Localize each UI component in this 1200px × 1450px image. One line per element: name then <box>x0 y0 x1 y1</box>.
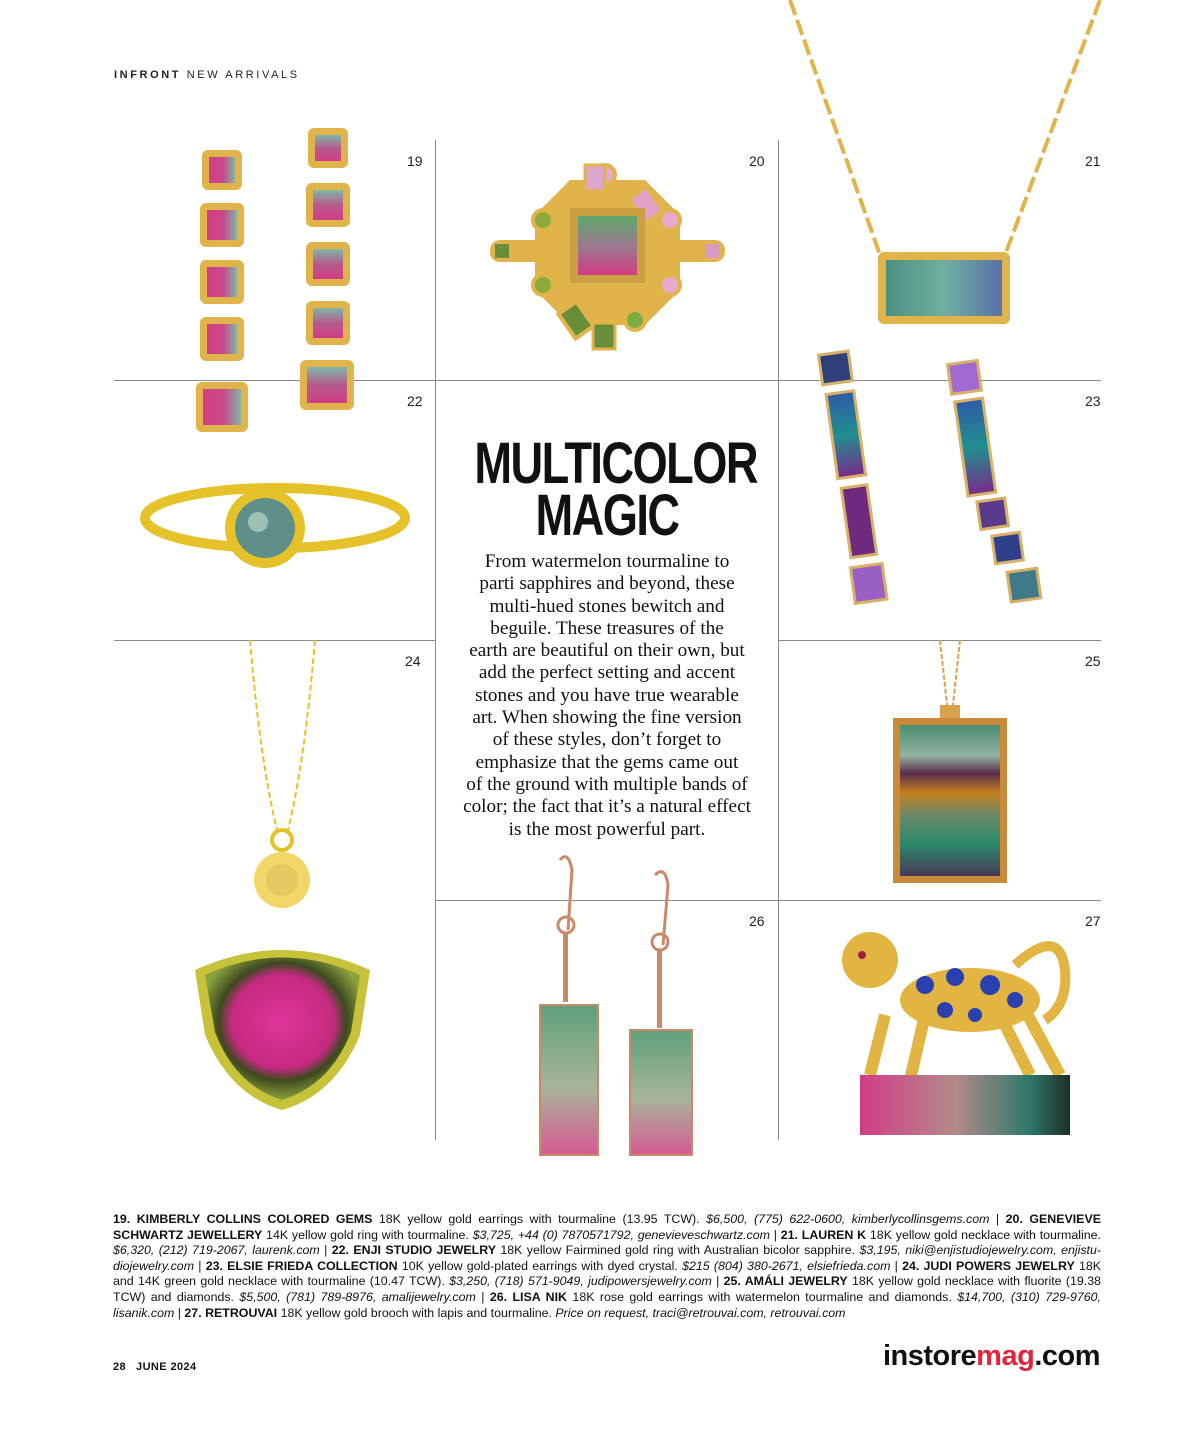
credit-description: 18K yellow Fairmined gold ring with Australian bicolor sapphire. <box>495 1243 860 1258</box>
credit-contact: $6,320, (212) 719-2067, laurenk.com <box>113 1243 320 1258</box>
credit-brand: 22. ENJI STUDIO JEWELRY <box>331 1243 496 1258</box>
credit-contact: $5,500, (781) 789-8976, amalijewelry.com <box>239 1289 476 1304</box>
feature-body-line: stones and you have true wearable <box>475 684 739 706</box>
credit-brand: 21. LAUREN K <box>780 1227 867 1242</box>
feature-title <box>474 431 757 548</box>
brand-accent: mag <box>976 1340 1035 1372</box>
credit-brand: 24. JUDI POWERS JEWELRY <box>902 1258 1075 1273</box>
issue-date: JUNE 2024 <box>136 1361 197 1373</box>
credit-brand: 25. AMÁLI JEWELRY <box>723 1274 848 1289</box>
credit-brand: 26. LISA NIK <box>489 1289 568 1304</box>
item-number: 20 <box>749 153 765 169</box>
product-credits <box>113 1212 1101 1321</box>
credit-description: 18K yellow gold necklace with fluorite (19.38 TCW) and diamonds. <box>113 1274 1101 1304</box>
credit-separator: | <box>769 1227 781 1242</box>
feature-body-line: multi-hued stones bewitch and <box>489 595 725 617</box>
credit-separator: | <box>319 1243 332 1258</box>
feature-body-line: art. When showing the fine version <box>472 707 742 729</box>
fluorite-pendant-icon <box>885 640 1015 895</box>
credit-separator: | <box>989 1212 1006 1226</box>
brand-prefix: instore <box>882 1340 977 1372</box>
credit-contact: $6,500, (775) 622-0600, kimberlycollinsgems.com <box>706 1212 990 1226</box>
credit-brand: 19. KIMBERLY COLLINS COLORED GEMS <box>113 1212 373 1226</box>
credit-description: 18K yellow gold earrings with tourmaline (13.95 TCW). <box>372 1212 707 1226</box>
credit-description: 14K yellow gold ring with tourmaline. <box>262 1227 473 1242</box>
credit-contact: Price on request, traci@retrouvai.com, retrouvai.com <box>555 1305 846 1320</box>
grid-divider <box>435 140 436 1140</box>
credit-separator: | <box>475 1289 490 1304</box>
section-name: INFRONT <box>114 69 182 81</box>
credit-description: 18K yellow gold brooch with lapis and tourmaline. <box>277 1305 556 1320</box>
feature-body-line: beguile. These treasures of the <box>490 617 724 639</box>
hook-earrings-icon <box>530 850 710 1160</box>
drop-earrings-icon <box>180 120 380 440</box>
feature-body-line: is the most powerful part. <box>508 818 706 840</box>
feature-body-line: of these styles, don’t forget to <box>492 729 722 751</box>
linear-earrings-icon <box>825 345 1090 625</box>
feature-body-line: emphasize that the gems came out <box>475 751 739 773</box>
brand-logo[interactable] <box>883 1340 1100 1373</box>
subsection-name: NEW ARRIVALS <box>186 69 300 81</box>
credit-description: 18K yellow gold necklace with tourmaline. <box>866 1227 1101 1242</box>
brand-suffix: .com <box>1034 1340 1100 1372</box>
credit-description: 18K and 14K green gold necklace with tourmaline (10.47 TCW). <box>113 1258 1101 1289</box>
item-number: 19 <box>407 153 423 169</box>
feature-body-line: color; the fact that it’s a natural effect <box>463 796 751 818</box>
credit-separator: | <box>174 1305 185 1320</box>
credit-contact: $3,725, +44 (0) 7870571792, genevieveschwartz.com <box>472 1227 770 1242</box>
credit-separator: | <box>194 1258 206 1273</box>
item-number: 27 <box>1085 913 1101 929</box>
credit-entry <box>206 1259 902 1273</box>
credit-description: 18K rose gold earrings with watermelon tourmaline and diamonds. <box>567 1289 958 1304</box>
credit-description: 10K yellow gold-plated earrings with dyed crystal. <box>397 1258 683 1273</box>
feature-body-line: of the ground with multiple bands of <box>466 773 748 795</box>
credit-separator: | <box>890 1258 903 1273</box>
page-number: 28 <box>113 1361 127 1373</box>
credit-separator: | <box>711 1274 724 1289</box>
credit-contact: $215 (804) 380-2671, elsiefrieda.com <box>682 1258 891 1273</box>
item-number: 24 <box>405 653 421 669</box>
feature-body-line: From watermelon tourmaline to <box>484 551 730 572</box>
credit-entry <box>113 1212 1006 1226</box>
credit-entry <box>184 1306 845 1320</box>
bar-pendant-necklace-icon <box>780 0 1110 330</box>
slice-pendant-necklace-icon <box>185 640 380 1115</box>
item-number: 22 <box>407 393 423 409</box>
credit-contact: $3,250, (718) 571-9049, judipowersjewelry.com <box>449 1274 712 1289</box>
section-label <box>114 69 300 81</box>
feature-body-line: earth are beautiful on their own, but <box>469 640 745 662</box>
item-number: 26 <box>749 913 765 929</box>
feature-title-line: MULTICOLOR <box>474 431 757 496</box>
credit-brand: 27. RETROUVAI <box>184 1305 278 1320</box>
item-number: 25 <box>1085 653 1101 669</box>
item-number: 23 <box>1085 393 1101 409</box>
cluster-ring-icon <box>485 160 730 355</box>
solitaire-ring-icon <box>140 470 410 585</box>
monkey-brooch-icon <box>830 915 1095 1145</box>
credit-brand: 20. GENEVIEVE SCHWARTZ JEWELLERY <box>113 1212 1101 1242</box>
grid-divider <box>778 900 1101 901</box>
credit-brand: 23. ELSIE FRIEDA COLLECTION <box>205 1258 398 1273</box>
credit-contact: $14,700, (310) 729-9760, lisanik.com <box>113 1289 1101 1320</box>
feature-body <box>446 551 768 841</box>
feature-body-line: add the perfect setting and accent <box>478 662 736 684</box>
credit-contact: $3,195, niki@enjistudiojewelry.com, enjistu-diojewelry.com <box>113 1243 1102 1273</box>
item-number: 21 <box>1085 153 1101 169</box>
feature-title-line: MAGIC <box>535 483 679 548</box>
page-footer <box>113 1361 207 1373</box>
feature-body-line: parti sapphires and beyond, these <box>479 573 735 595</box>
